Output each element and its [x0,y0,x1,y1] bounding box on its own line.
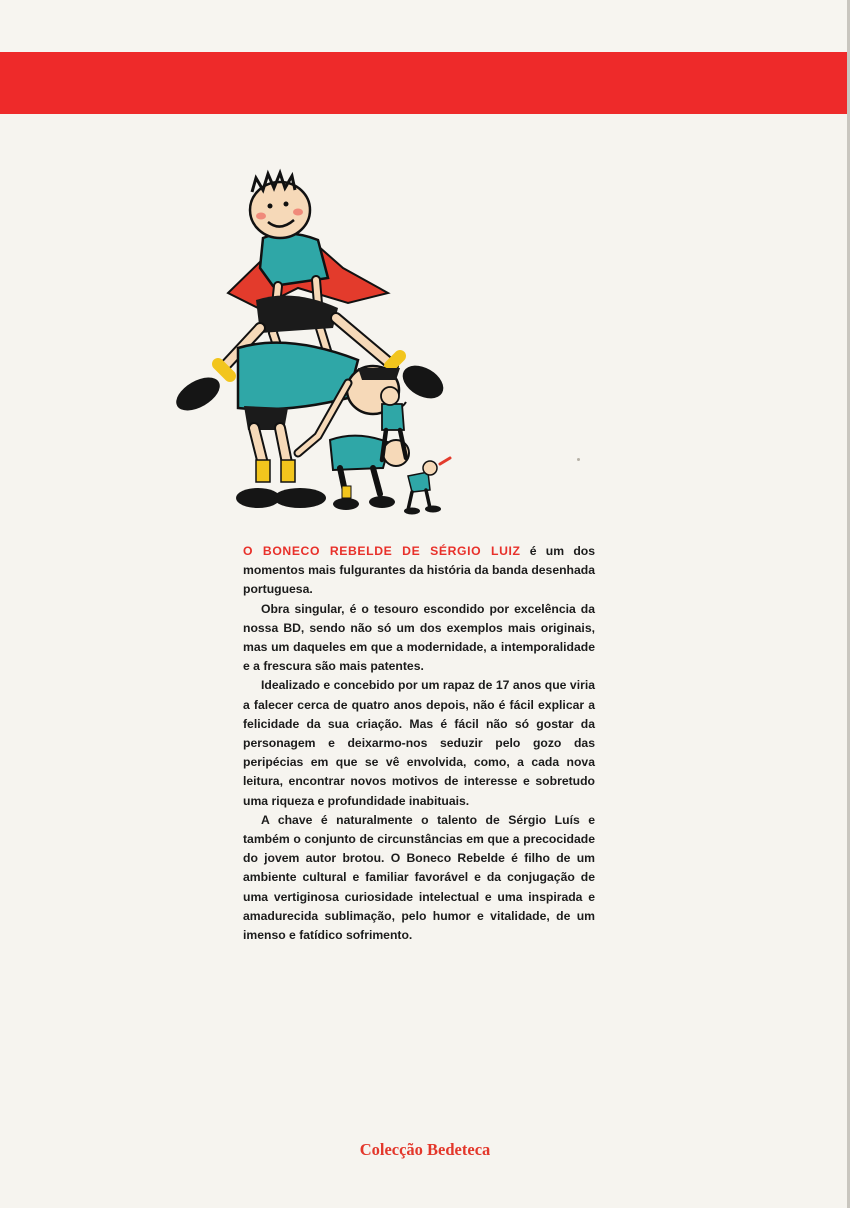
paragraph-4: A chave é naturalmente o talento de Sérgio Luís e também o conjunto de circunstâncias em que a precocidade do jovem autor brotou. O Boneco Rebelde é filho de um ambiente cultural e familiar favorável e da conjugação de uma vertiginosa curiosidade intelectual e uma inspirada e amadurecida sublimação, pelo humor e vitalidade, de um imenso e fatídico sofrimento. [243,812,595,943]
right-shoe [397,359,449,405]
top-margin [0,0,850,52]
leapfrog-boys-illustration [168,168,458,520]
collection-label: Colecção Bedeteca [359,1140,491,1159]
paragraph-1 [243,542,595,600]
paragraph-1-rest: é um dos momentos mais fulgurantes da história da banda desenhada portuguesa. [243,544,595,597]
paragraph-2: Obra singular, é o tesouro escondido por excelência da nossa BD, sendo não só um dos exemplos mais originais, mas um daqueles em que a modernidade, a intemporalidade e a frescura são mais patentes. [243,601,595,674]
headline: O BONECO REBELDE DE SÉRGIO LUIZ [243,544,521,558]
paragraph-3: Idealizado e concebido por um rapaz de 17 anos que viria a falecer cerca de quatro anos depois, não é fácil explicar a felicidade da sua criação. Mas é fácil não só gostar da personagem e deixarmo-nos seduzir pelo gozo das peripécias em que se vê envolvida, como, a cada nova leitura, encontrar novos motivos de interesse e sobretudo uma riqueza e profundidade inabituais. [243,678,595,808]
speck [577,458,580,461]
blurb-text [243,542,595,945]
small-boy-2 [382,404,404,430]
red-band [0,52,850,114]
left-shoe [171,371,226,418]
